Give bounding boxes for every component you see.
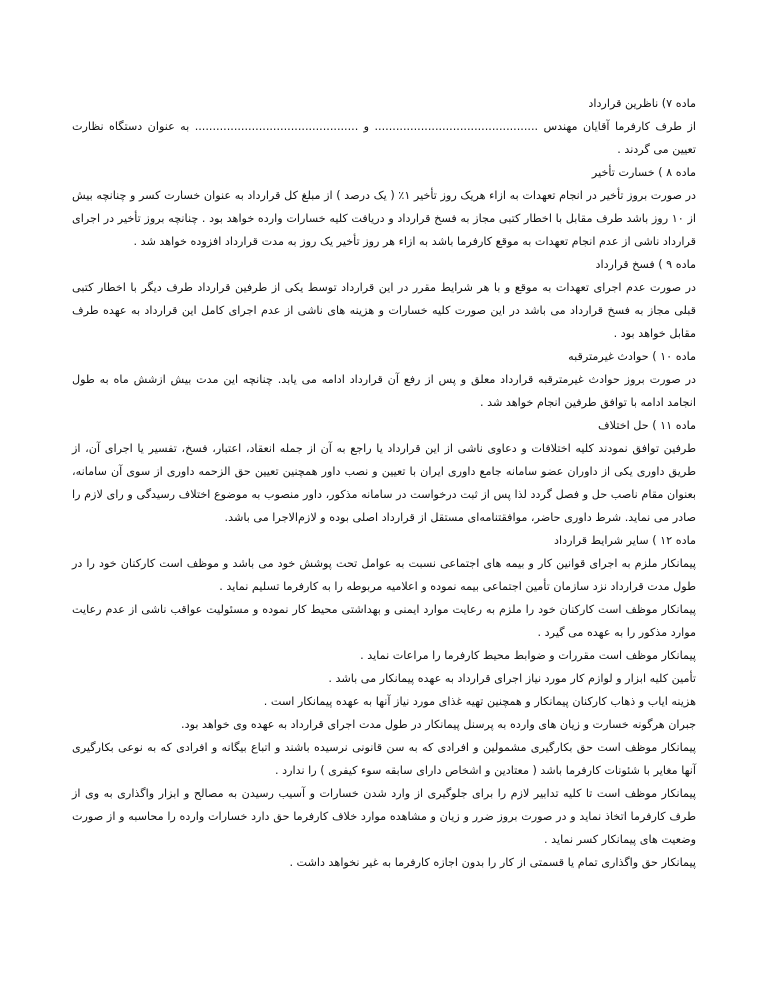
paragraph: پیمانکار موظف است مقررات و ضوابط محیط کارفرما را مراعات نماید . xyxy=(360,649,696,662)
paragraph: در صورت بروز حوادث غیرمترقبه قرارداد معلق و پس از رفع آن قرارداد ادامه می یابد. چنانچه این مدت بیش ازشش ماه به طول انجامد ادامه با توافق طرفین انجام خواهد شد . xyxy=(72,373,696,409)
paragraph: جبران هرگونه خسارت و زیان های وارده به پرسنل پیمانکار در طول مدت اجرای قرارداد به عهده وی خواهد بود. xyxy=(181,718,696,731)
paragraph: پیمانکار موظف است حق بکارگیری مشمولین و افرادی که به سن قانونی نرسیده باشند و اتباع بیگانه و افرادی که به نوعی بکارگیری آنها مغایر با شئونات کارفرما باشد ( معتادین و اشخاص دارای سابقه سوء کیفری ) را ندارد . xyxy=(72,741,696,777)
paragraph: پیمانکار موظف است کارکنان خود را ملزم به رعایت موارد ایمنی و بهداشتی محیط کار نموده و مسئولیت عواقب ناشی از عدم رعایت موارد مذکور را به عهده می گیرد . xyxy=(72,603,696,639)
article-heading: ماده ۱۰ ) حوادث غیرمترقبه xyxy=(568,350,696,363)
article-heading: ماده ۷) ناظرین قرارداد xyxy=(588,97,696,110)
paragraph: پیمانکار موظف است تا کلیه تدابیر لازم را برای جلوگیری از وارد شدن خسارات و آسیب رسیدن به مصالح و ابزار واگذاری به وی از طرف کارفرما اتخاذ نماید و در صورت بروز ضرر و زیان و مشاهده موارد خلاف کارفرما حق دارد خسارات وارده را محاسبه و از صورت وضعیت های پیمانکار کسر نماید . xyxy=(72,787,696,846)
paragraph: در صورت عدم اجرای تعهدات به موقع و با هر شرایط مقرر در این قرارداد توسط یکی از طرفین قرارداد طرف دیگر با اخطار کتبی قبلی مجاز به فسخ قرارداد می باشد در این صورت کلیه خسارات و هزینه های ناشی از عدم اجرای کامل این قرارداد به عهده طرف مقابل خواهد بود . xyxy=(72,281,696,340)
article-heading: ماده ۹ ) فسخ قرارداد xyxy=(595,258,696,271)
paragraph: هزینه ایاب و ذهاب کارکنان پیمانکار و همچنین تهیه غذای مورد نیاز آنها به عهده پیمانکار است . xyxy=(263,695,696,708)
paragraph: تأمین کلیه ابزار و لوازم کار مورد نیاز اجرای قرارداد به عهده پیمانکار می باشد . xyxy=(328,672,696,685)
paragraph: در صورت بروز تأخیر در انجام تعهدات به ازاء هریک روز تأخیر ۱٪ ( یک درصد ) از مبلغ کل قرارداد به عنوان خسارت کسر و چنانچه بیش از ۱۰ روز باشد طرف مقابل با اخطار کتبی مجاز به فسخ قرارداد و دریافت کلیه خسارات وارده خواهد بود . چنانچه بروز تأخیر در اجرای قرارداد ناشی از عدم انجام تعهدات به موقع کارفرما باشد به ازاء هر روز تأخیر یک روز به مدت قرارداد افزوده خواهد شد . xyxy=(72,189,696,248)
article-heading: ماده ۱۱ ) حل اختلاف xyxy=(598,419,696,432)
paragraph: پیمانکار حق واگذاری تمام یا قسمتی از کار را بدون اجازه کارفرما به غیر نخواهد داشت . xyxy=(289,856,696,869)
paragraph: از طرف کارفرما آقایان مهندس .............................................. و .............................................. به عنوان دستگاه نظارت تعیین می گردند . xyxy=(72,120,696,156)
contract-text xyxy=(72,92,696,874)
paragraph: طرفین توافق نمودند کلیه اختلافات و دعاوی ناشی از این قرارداد یا راجع به آن از جمله انعقاد، اعتبار، فسخ، تفسیر یا اجرای آن، از طریق داوری یکی از داوران عضو سامانه جامع داوری ایران با تعیین و نصب داور همچنین تعیین حق الزحمه داوری از سوی آن سامانه، بعنوان مقام ناصب حل و فصل گردد لذا پس از ثبت درخواست در سامانه مذکور، داور منصوب به موضوع اختلاف رسیدگی و رای لازم را صادر می نماید. شرط داوری حاضر، موافقتنامه‌ای مستقل از قرارداد اصلی بوده و لازم‌الاجرا می باشد. xyxy=(72,442,696,524)
article-heading: ماده ۸ ) خسارت تأخیر xyxy=(591,166,696,179)
article-heading: ماده ۱۲ ) سایر شرایط قرارداد xyxy=(554,534,696,547)
paragraph: پیمانکار ملزم به اجرای قوانین کار و بیمه های اجتماعی نسبت به عوامل تحت پوشش خود می باشد و موظف است کارکنان خود را در طول مدت قرارداد نزد سازمان تأمین اجتماعی بیمه نموده و اعلامیه مربوطه را به کارفرما تسلیم نماید . xyxy=(72,557,696,593)
